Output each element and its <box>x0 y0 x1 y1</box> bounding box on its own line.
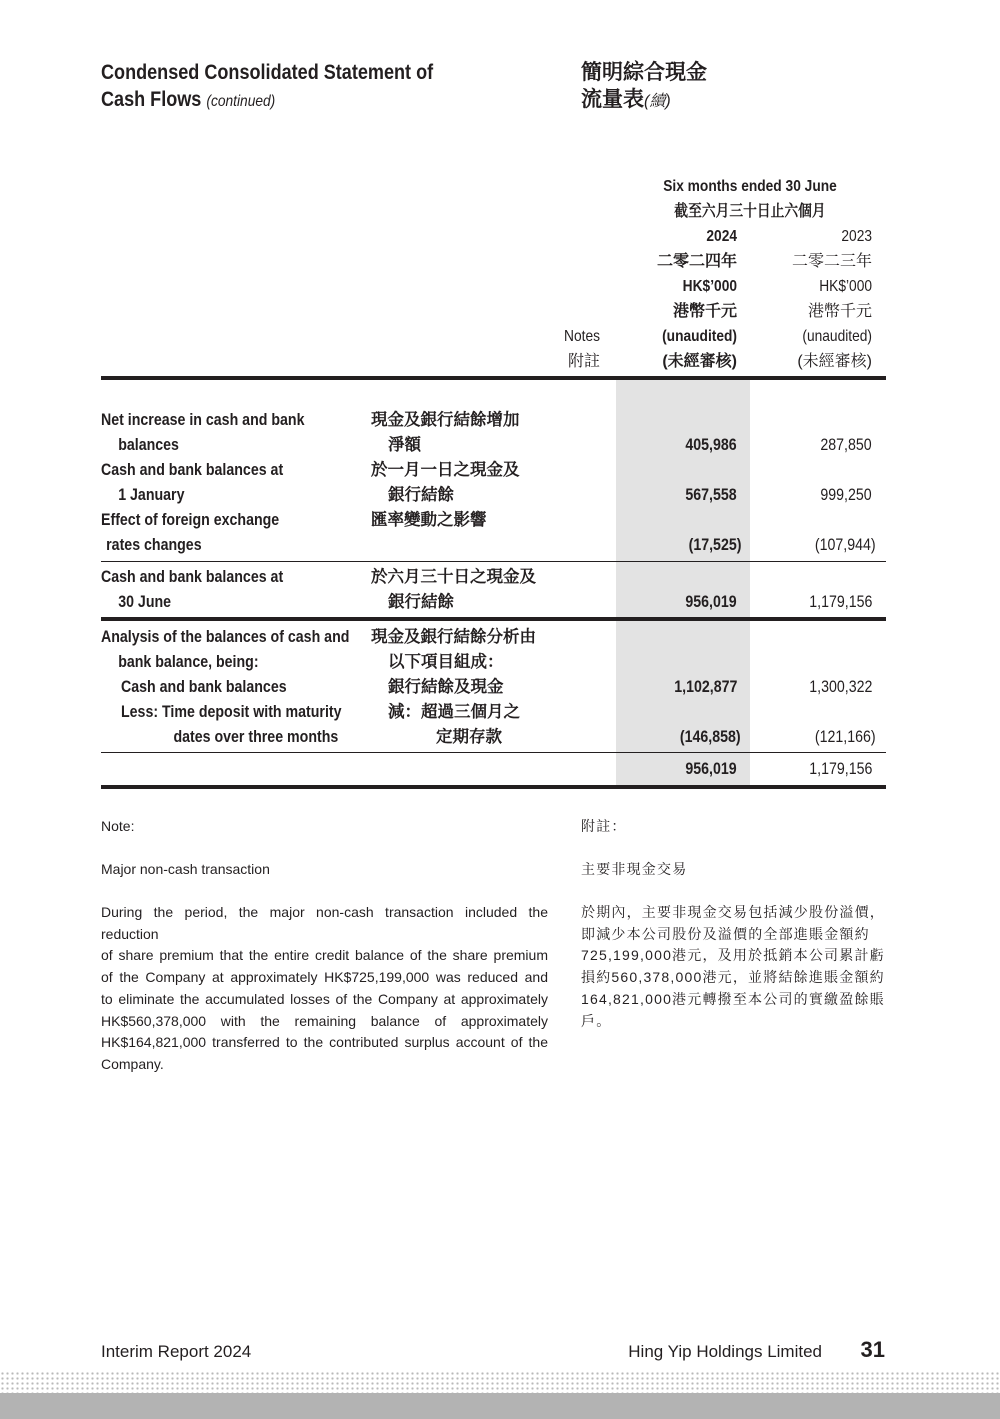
section-rule <box>101 617 886 621</box>
total-2024: 956,019 <box>685 760 737 778</box>
row-label: Cash and bank balances <box>121 678 287 696</box>
status-2023-zh: (未經審核) <box>797 353 872 370</box>
row-label-zh: 減：超過三個月之 <box>388 703 520 721</box>
value-2023: 1,300,322 <box>808 678 872 696</box>
year-2024: 2024 <box>706 228 737 245</box>
note-line: of the Company at approximately HK$725,199,000 was reduced and <box>101 969 548 986</box>
row-time-deposit-zh <box>388 700 520 750</box>
row-cash-bank-zh <box>388 675 504 700</box>
unit-2024: HK$’000 <box>682 278 737 295</box>
row-label-zh: 於六月三十日之現金及 <box>371 568 536 586</box>
note-label-zh: 附註： <box>581 818 627 834</box>
note-heading-zh: 主要非現金交易 <box>581 861 688 877</box>
row-cash-bank-en <box>121 675 314 700</box>
row-label: Net increase in cash and bank <box>101 411 305 429</box>
total-2023: 1,179,156 <box>808 760 872 778</box>
notes-header <box>540 324 600 374</box>
page-title-zh <box>581 59 707 115</box>
period-header <box>621 174 879 224</box>
value-2023: 999,250 <box>820 486 872 504</box>
period-zh: 截至六月三十日止六個月 <box>674 203 826 220</box>
title-zh-line1: 簡明綜合現金 <box>581 61 707 84</box>
value-2024: 956,019 <box>685 593 737 611</box>
note-body-zh <box>581 902 886 1032</box>
row-label-zh: 匯率變動之影響 <box>371 511 487 529</box>
row-label-zh: 銀行結餘及現金 <box>388 678 504 696</box>
row-net-increase-zh <box>371 408 520 458</box>
footer-dot-pattern <box>0 1371 1000 1393</box>
note-line: HK$560,378,000 with the remaining balance of approximately <box>101 1012 548 1029</box>
notes-zh: 附註 <box>567 353 600 370</box>
page-number: 31 <box>860 1337 885 1362</box>
value-2023: 1,179,156 <box>808 593 872 611</box>
year-2024-zh: 二零二四年 <box>656 253 737 270</box>
status-2024: (unaudited) <box>662 328 737 345</box>
value-2024: 567,558 <box>685 486 737 504</box>
note-line: HK$164,821,000 transferred to the contributed surplus account of the <box>101 1034 548 1051</box>
row-label: dates over three months <box>173 728 339 746</box>
note-line: Company. <box>101 1055 164 1072</box>
value-2023: 287,850 <box>820 436 872 454</box>
column-header-2024 <box>620 224 737 374</box>
subtotal-rule <box>101 561 886 562</box>
title-zh-suffix: (續) <box>644 93 671 110</box>
row-label-zh: 現金及銀行結餘增加 <box>371 411 520 429</box>
note-body-en <box>101 902 548 1076</box>
title-en-suffix: (continued) <box>206 93 276 110</box>
note-line: of share premium that the entire credit balance of the share premium <box>101 947 548 964</box>
note-line: During the period, the major non-cash transaction included the reduction <box>101 904 548 942</box>
row-analysis-en <box>101 625 390 675</box>
value-2024: (146,858) <box>680 728 741 746</box>
period-en: Six months ended 30 June <box>663 178 837 195</box>
unit-2023: HK$’000 <box>819 278 872 295</box>
note-line: to eliminate the accumulated losses of the Company at approximately <box>101 990 548 1007</box>
row-fx-zh <box>371 508 487 533</box>
row-net-increase-en <box>101 408 338 458</box>
row-opening-en <box>101 458 313 508</box>
row-label-zh: 現金及銀行結餘分析由 <box>371 628 536 646</box>
title-en-line2: Cash Flows <box>101 88 202 111</box>
footer-report-name: Interim Report 2024 <box>101 1342 252 1361</box>
value-2023: (121,166) <box>815 728 876 746</box>
status-2023: (unaudited) <box>802 328 872 345</box>
note-line-zh: 即減少本公司股份及溢價的全部進賬金額約 <box>581 925 870 942</box>
note-heading-en: Major non-cash transaction <box>101 861 270 877</box>
row-label: Effect of foreign exchange <box>101 511 280 529</box>
note-label-en: Note: <box>101 818 135 834</box>
analysis-rule <box>101 752 886 753</box>
unit-2024-zh: 港幣千元 <box>672 303 737 320</box>
value-2023: (107,944) <box>815 536 876 554</box>
notes-en: Notes <box>564 328 600 345</box>
row-label: Cash and bank balances at <box>101 568 284 586</box>
row-label: bank balance, being: <box>118 653 259 671</box>
row-label-zh: 於一月一日之現金及 <box>371 461 520 479</box>
note-line-zh: 164,821,000港元轉撥至本公司的實繳盈餘賬 <box>581 990 885 1007</box>
row-analysis-zh <box>371 625 536 675</box>
page-title-en <box>101 59 433 115</box>
year-2023: 2023 <box>841 228 872 245</box>
title-zh-line2: 流量表 <box>581 88 644 111</box>
footer-band <box>0 1393 1000 1419</box>
value-2024: 1,102,877 <box>673 678 737 696</box>
note-line-zh: 於期內，主要非現金交易包括減少股份溢價， <box>581 904 885 920</box>
row-time-deposit-en <box>121 700 377 750</box>
row-closing-en <box>101 565 313 615</box>
row-label: 1 January <box>118 486 185 504</box>
row-label-zh: 銀行結餘 <box>388 593 454 611</box>
row-label-zh: 淨額 <box>388 436 421 454</box>
year-2023-zh: 二零二三年 <box>791 253 872 270</box>
column-header-2023 <box>752 224 872 374</box>
unit-2023-zh: 港幣千元 <box>807 303 872 320</box>
row-closing-zh <box>371 565 536 615</box>
row-label: rates changes <box>106 536 202 554</box>
row-label: balances <box>118 436 179 454</box>
value-2024: (17,525) <box>688 536 741 554</box>
value-2024: 405,986 <box>685 436 737 454</box>
header-rule <box>101 376 886 380</box>
note-line-zh: 725,199,000港元，及用於抵銷本公司累計虧 <box>581 947 885 964</box>
note-line-zh: 損約560,378,000港元，並將結餘進賬金額約 <box>581 969 885 986</box>
row-label-zh: 銀行結餘 <box>388 486 454 504</box>
bottom-rule <box>101 785 886 789</box>
row-fx-en <box>101 508 308 558</box>
status-2024-zh: (未經審核) <box>662 353 737 370</box>
title-en-line1: Condensed Consolidated Statement of <box>101 61 434 84</box>
row-label: 30 June <box>118 593 172 611</box>
footer-company-name: Hing Yip Holdings Limited <box>628 1342 822 1361</box>
row-label: Analysis of the balances of cash and <box>101 628 350 646</box>
row-label-zh: 以下項目組成： <box>388 653 504 671</box>
row-label: Less: Time deposit with maturity <box>121 703 342 721</box>
row-label-zh: 定期存款 <box>436 728 502 746</box>
row-label: Cash and bank balances at <box>101 461 284 479</box>
note-line-zh: 戶。 <box>581 1012 612 1029</box>
row-opening-zh <box>371 458 520 508</box>
